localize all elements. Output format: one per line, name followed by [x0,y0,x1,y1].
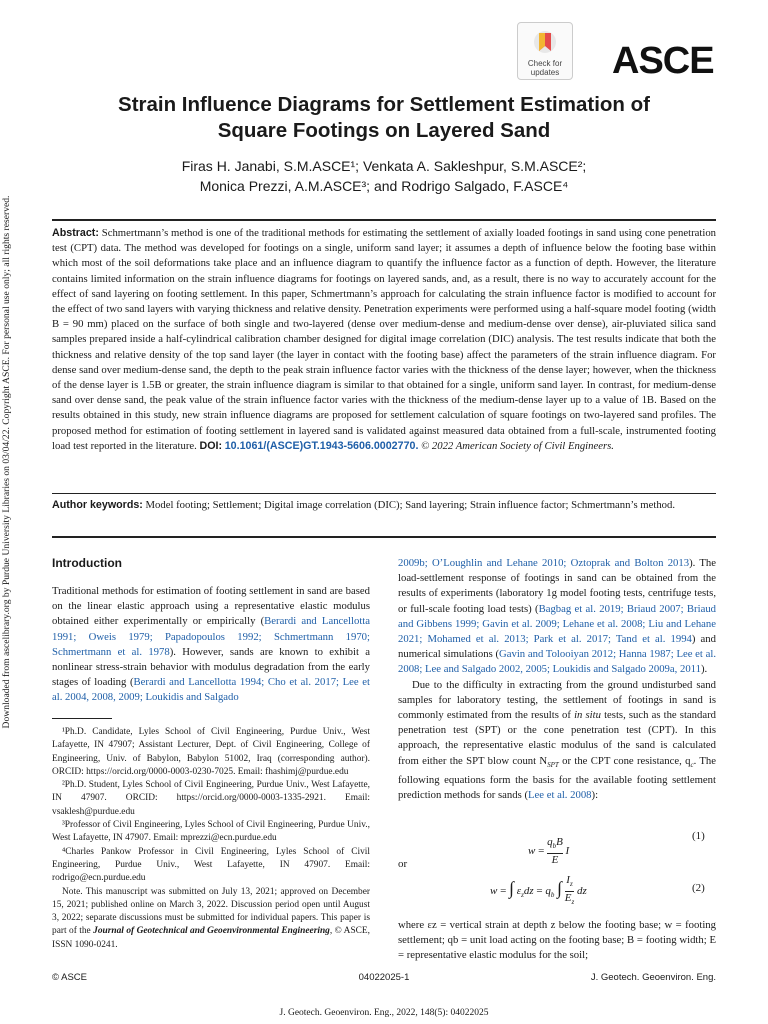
doi-label: DOI: [199,439,223,452]
equation-1: w = $q_bB$ E I [528,836,570,867]
intro-paragraph-part: Traditional methods for estimation of footing settlement in sand are based on the linear elastic approach using a representative elastic modulus obtained either experimentally or empirically ( [52,585,370,628]
paragraph-part: ). The load-settlement response of footings in sand can be obtained from the results of experiments (laboratory 1g model footing tests, centrifuge tests, or full-scale footing load tests) ( [398,557,717,615]
paragraph-part: tests, such as the standard penetration test (SPT) or the cone penetration test (CPT). In this approach, the representative elastic modulus of the sand is calculated from either the SPT blow count N [398,709,716,767]
keywords-label: Author keywords: [52,499,143,511]
abstract [52,226,716,454]
section-heading-introduction: Introduction [52,556,122,570]
keywords-rule [52,536,716,538]
citation-links[interactable]: Bagbag et al. 2019; Briaud 2007; Briaud and Gibbens 1999; Gavin et al. 2009; Lehane et al. 2008; Liu and Lehane 2021; Mohamed et al. 2013; Park et al. 2017; Tand et al. 1994 [398,602,717,646]
footnote-3: ³Professor of Civil Engineering, Lyles School of Civil Engineering, Purdue Univ., West Lafayette, IN 47907. Email: mprezzi@ecn.purdue.edu [52,820,370,844]
note-text: , © ASCE, ISSN 1090-0241. [52,926,370,950]
equation-definitions: where εz = vertical strain at depth z below the footing base; w = footing settlement; qb = unit load acting on the footing base; B = footing width; E = representative elastic modulus for the soil; [398,919,716,962]
footnote-rule [52,718,112,719]
copyright-line: © 2022 American Society of Civil Engineers. [421,439,614,452]
paragraph-part: Due to the difficulty in extracting from the ground undisturbed sand samples for laboratory testing, the settlement of footings in sand is commonly estimated from the results of [398,678,716,722]
bookmark-icon [530,27,560,57]
footer-left: © ASCE [52,972,87,983]
equation-1-number: (1) [692,830,705,842]
paper-title: Strain Influence Diagrams for Settlement Estimation of Square Footings on Layered Sand [118,93,650,142]
citation-links[interactable]: Lee et al. 2008 [528,789,592,802]
left-column-text [52,584,370,706]
top-rule [52,219,716,221]
note-text: Note. This manuscript was submitted on July 13, 2021; approved on December 15, 2021; published online on March 3, 2022. Discussion period open until August 3, 2022; separate discussions must be submitted for individual papers. This paper is part of the [52,886,370,937]
authors-line-2: Monica Prezzi, A.M.ASCE³; and Rodrigo Salgado, F.ASCE⁴ [199,178,569,194]
footnote-4: ⁴Charles Pankow Professor in Civil Engineering, Lyles School of Civil Engineering, Purdue Univ., West Lafayette, IN 47907. Email: rodrigo@ecn.purdue.edu [52,846,370,884]
footnote-1: ¹Ph.D. Candidate, Lyles School of Civil Engineering, Purdue Univ., West Lafayette, IN 47907; Assistant Lecturer, Dept. of Civil Engineering, College of Engineering, Univ. of Babylon, Babylon 51002, Iraq (corresponding author). ORCID: https://orcid.org/0000-0003-0230-7025. Email: fhashimj@purdue.edu [52,727,370,777]
author-keywords [52,498,716,513]
citation-line: J. Geotech. Geoenviron. Eng., 2022, 148(5): 04022025 [279,1008,489,1018]
footnotes [52,726,370,952]
check-for-updates-label: Check for updates [527,59,563,77]
footnote-note [52,886,370,952]
doi-link[interactable]: 10.1061/(ASCE)GT.1943-5606.0002770. [224,439,419,452]
citation-links[interactable]: Berardi and Lancellotta 1991; Oweis 1979; Papadopoulos 1992; Schmertmann 1970; Schmertmann et al. 1978 [52,615,370,658]
footer-page-id: 04022025-1 [358,972,410,983]
citation-links[interactable]: 2009b; O’Loughlin and Lehane 2010; Oztoprak and Bolton 2013 [398,557,690,569]
paragraph-part: or the CPT cone resistance, q [558,754,691,767]
journal-name: Journal of Geotechnical and Geoenvironmental Engineering [93,926,330,937]
intro-paragraph-part: ). However, sands are known to exhibit a nonlinear stress-strain behavior with modulus degradation from the early stages of loading ( [52,645,370,689]
check-for-updates-badge[interactable] [517,22,573,80]
authors-line-1: Firas H. Janabi, S.M.ASCE¹; Venkata A. Sakleshpur, S.M.ASCE²; [181,158,587,174]
or-word: or [398,858,408,870]
right-column-text: 2009b; O’Loughlin and Lehane 2010; Oztoprak and Bolton 2013). The load-settlement response of footings in sand can be obtained from the results of experiments (laboratory 1g model footing tests, centrifuge tests, or full-scale footing load tests) (Bagbag et al. 2019; Briaud 2007; Briaud and Gibbens 1999; Gavin et al. 2009; Lehane et al. 2008; Liu and Lehane 2021; Mohamed et al. 2013; Park et al. 2017; Tand et al. 1994) and numerical simulations (Gavin and Tolooiyan 2012; Hanna 1987; Lee et al. 2008; Lee and Salgado 2002, 2005; Loukidis and Salgado 2009a, 2011). Due to the difficulty in extracting from the ground undisturbed sand samples for laboratory testing, the settlement of footings in sand is commonly estimated from the results of in situ tests, such as the standard penetration test (SPT) or the cone penetration test (CPT). In this approach, the representative elastic modulus of the sand is calculated from either the SPT blow count $N_{SPT}$ or the CPT cone resistance, $q_c$. The following equations form the basis for the available footing settlement prediction methods for sands (Lee et al. 2008): [398,557,717,802]
paragraph-part: ) and numerical simulations ( [398,633,716,661]
equation-2-number: (2) [692,882,705,894]
download-sidebar-text: Downloaded from ascelibrary.org by Purdue University Libraries on 03/04/22. Copyright ASCE. For personal use only; all rights reserved. [1,195,12,729]
asce-logo: ASCE [612,40,714,82]
author-list [100,156,668,196]
citation-links[interactable]: Gavin and Tolooiyan 2012; Hanna 1987; Lee et al. 2008; Lee and Salgado 2002, 2005; Loukidis and Salgado 2009a, 2011 [398,648,716,676]
keywords-text: Model footing; Settlement; Digital image correlation (DIC); Sand layering; Strain influence factor; Schmertmann’s method. [145,499,676,511]
abstract-label: Abstract: [52,227,99,239]
citation-links[interactable]: Berardi and Lancellotta 1994; Cho et al. 2017; Lee et al. 2004, 2008, 2009; Loukidis and Salgado [52,676,370,704]
equation-2: w = ∫ $\varepsilon_zdz = q_b$ ∫ $\frac{I_z}{E_z}$ dz [490,874,587,907]
footer-journal: J. Geotech. Geoenviron. Eng. [590,972,716,983]
abstract-text: Schmertmann’s method is one of the traditional methods for estimating the settlement of axially loaded footings in sand using cone penetration test (CPT) data. The method was developed for footings on a single, uniform sand layer; it assumes a depth of influence below the footing base within which most of the soil deformations take place and an influence diagram to quantify the influence factor as a function of depth. However, the literature contains limited information on the strain influence diagrams for footings on layered sands, and, as a result, there is no way to accurately account for the effect of sand layering on footing settlement. In this paper, Schmertmann’s approach for calculating the strain influence factor is modified to account for the effect of two sand layers with varying thickness and relative density. Penetration experiments were performed using a half-square model footing (width B = 90 mm) placed on the surface of both single and two-layered (dense over medium-dense and medium-dense over dense), air-pluviated silica sand samples prepared inside a half-cylindrical calibration chamber designed for digital image correlation (DIC) analysis. The test results indicate that both the thickness and relative density of the top sand layer (the layer in contact with the footing base) affect the parameters of the strain influence diagram. For dense sand over medium-dense sand, the depth to the peak strain influence factor varies with the thickness of the dense layer; however, when the thickness of the dense layer is 1.5B or greater, the strain influence diagram is similar to that obtained for a single, uniform sand layer. In contrast, for medium-dense sand over dense sand, the peak value of the strain influence factor varies with the thickness of the medium-dense layer up to a value of 1B. Based on the results obtained in this study, new strain influence diagrams are proposed for settlement calculation of square footings on two-layered sand profiles. The proposed method for estimation of footing settlement in layered sand is validated against measured data obtained from a full-scale, instrumented footing load test reported in the literature. [52,227,717,452]
footnote-2: ²Ph.D. Student, Lyles School of Civil Engineering, Purdue Univ., West Lafayette, IN 47907. ORCID: https://orcid.org/0000-0003-1335-2921. Email: vsaklesh@purdue.edu [52,780,370,817]
abstract-rule [52,493,716,494]
paragraph-part: . The following equations form the basis for the available footing settlement prediction methods for sands ( [398,754,716,802]
